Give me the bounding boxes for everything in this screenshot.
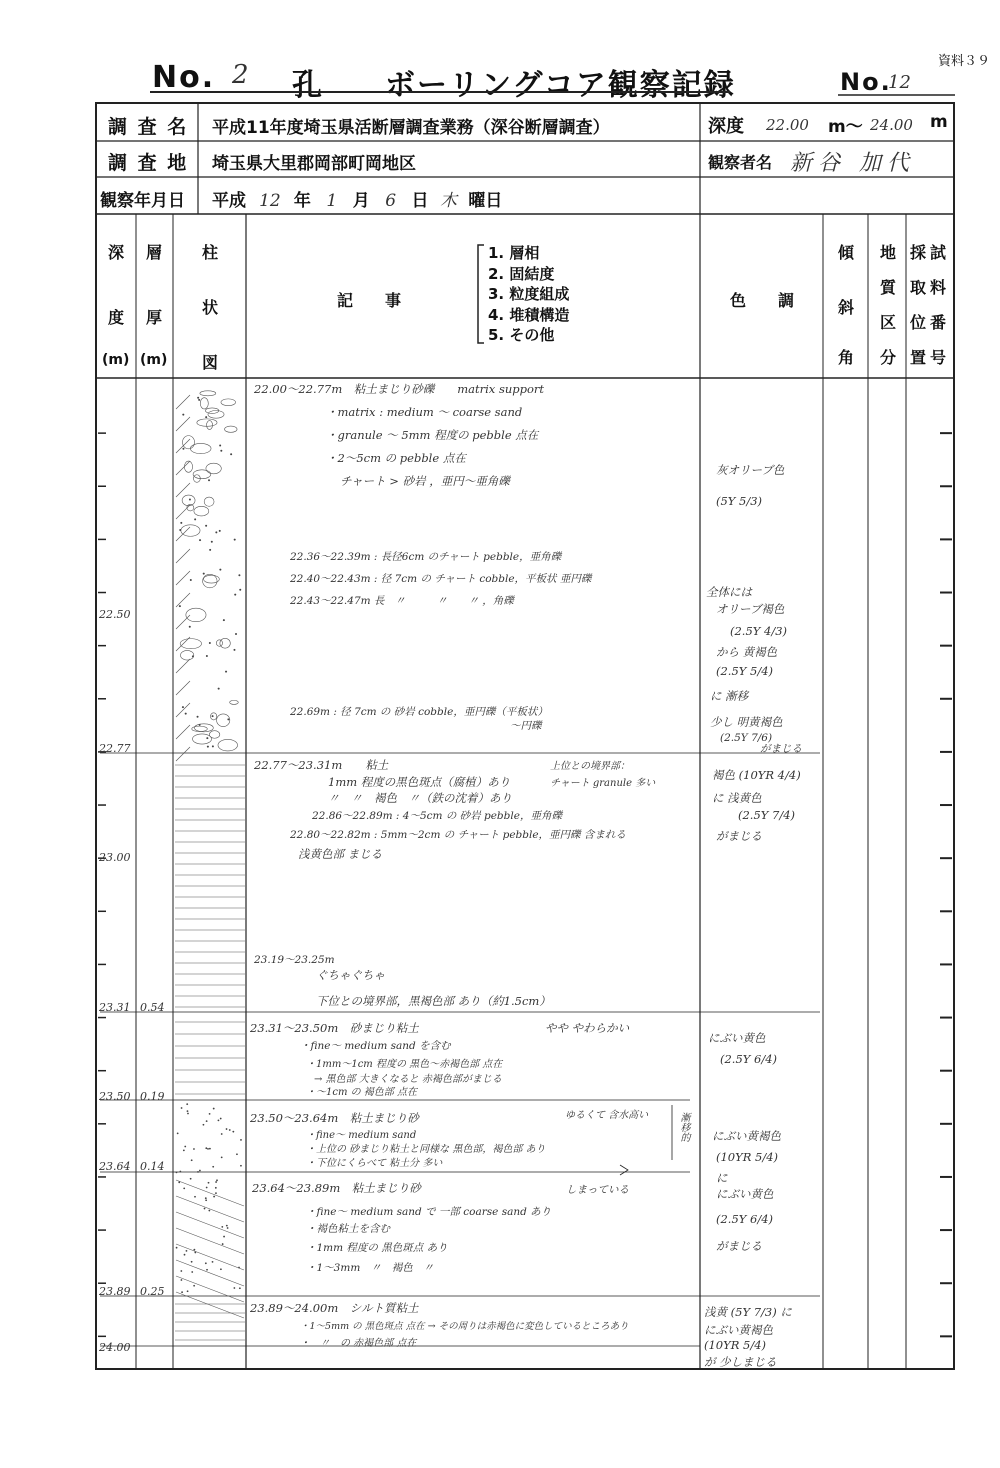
color-line: オリーブ褐色 xyxy=(716,602,785,616)
sand-dot xyxy=(191,1261,193,1263)
description-line: 下位との境界部，黒褐色部 あり（約1.5cm） xyxy=(316,994,551,1008)
col-color: 色 調 xyxy=(730,291,795,310)
sand-dot xyxy=(234,539,236,541)
sand-dot xyxy=(206,1269,208,1271)
depth-mark: 22.77 xyxy=(99,742,131,755)
description-line: 〜円礫 xyxy=(510,720,542,732)
sand-dot xyxy=(204,1208,206,1210)
sand-dot xyxy=(213,1108,215,1110)
sand-dot xyxy=(176,1171,178,1173)
sand-dot xyxy=(185,713,187,715)
gravel-hatch xyxy=(176,637,190,651)
sand-dot xyxy=(193,1148,195,1150)
pebble xyxy=(221,399,236,406)
thickness-mark: 0.14 xyxy=(140,1160,165,1173)
sand-dot xyxy=(219,444,221,446)
color-line: に 浅黄色 xyxy=(712,791,762,805)
sand-dot xyxy=(189,626,191,628)
sand-dot xyxy=(218,1120,220,1122)
description-line: 上位との境界部： xyxy=(550,761,630,772)
col-geo-2: 質 xyxy=(880,278,897,297)
description-line: ゆるくて 含水高い xyxy=(565,1110,649,1121)
col-chart-2: 状 xyxy=(202,298,219,317)
sand-dot xyxy=(220,1118,222,1120)
pebble xyxy=(200,391,216,396)
sand-dot xyxy=(220,1268,222,1270)
pebble xyxy=(193,470,211,479)
gravel-hatch xyxy=(176,527,190,541)
color-line: がまじる xyxy=(760,743,802,755)
sand-dot xyxy=(212,1166,214,1168)
sand-dot xyxy=(221,1156,223,1158)
sand-dot xyxy=(206,1120,208,1122)
sand-dot xyxy=(240,1139,242,1141)
gravel-hatch xyxy=(176,571,190,585)
sand-dot xyxy=(206,1187,208,1189)
col-geo-3: 区 xyxy=(880,313,897,332)
sand-dot xyxy=(215,1187,217,1189)
col-depth-2: 度 xyxy=(108,308,125,327)
sand-dot xyxy=(233,649,235,651)
color-line: に 漸移 xyxy=(710,689,749,703)
color-line: (5Y 5/3) xyxy=(716,494,763,508)
thickness-mark: 0.25 xyxy=(140,1285,165,1298)
sand-dot xyxy=(203,1124,205,1126)
sand-dot xyxy=(197,716,199,718)
col-sample-a-3: 位 xyxy=(910,313,927,332)
col-thick-3: (m) xyxy=(140,352,168,368)
gravel-hatch xyxy=(176,439,190,453)
hole-no-label: No. xyxy=(152,60,216,95)
pebble xyxy=(181,650,194,660)
depth-to-unit: m xyxy=(930,112,948,132)
color-line: にぶい黄色 xyxy=(708,1031,766,1045)
description-line: ・〜1cm の 褐色部 点在 xyxy=(306,1087,417,1098)
description-line: ・下位にくらべて 粘土分 多い xyxy=(306,1158,443,1169)
pebble xyxy=(217,714,230,727)
depth-from-unit: m〜 xyxy=(828,117,863,137)
description-line: 22.00〜22.77m 粘土まじり砂礫 matrix support xyxy=(254,382,545,396)
description-line: 22.77〜23.31m 粘土 xyxy=(254,758,389,772)
pebble xyxy=(204,497,214,506)
gravel-hatch xyxy=(176,725,190,739)
sand-dot xyxy=(190,579,192,581)
gravel-hatch xyxy=(176,703,190,717)
sand-dot xyxy=(199,1170,201,1172)
sand-dot xyxy=(239,1287,241,1289)
description-line: 1mm 程度の黒色斑点（腐植）あり xyxy=(328,775,511,789)
color-line: (2.5Y 7/6) xyxy=(720,732,773,744)
description-line: 漸移的 xyxy=(678,1112,689,1142)
sand-dot xyxy=(212,745,214,747)
sand-hatch xyxy=(176,1212,244,1238)
sand-hatch xyxy=(176,1260,244,1286)
color-line: 灰オリーブ色 xyxy=(716,463,785,477)
sand-dot xyxy=(187,1113,189,1115)
pebble xyxy=(218,739,238,751)
sand-dot xyxy=(208,479,210,481)
color-line: にぶい黄褐色 xyxy=(704,1323,773,1337)
sand-hatch xyxy=(176,1276,244,1302)
sand-dot xyxy=(206,655,208,657)
col-geo-4: 分 xyxy=(880,348,897,367)
survey-name-label: 調 査 名 xyxy=(108,116,189,138)
sand-dot xyxy=(183,1149,185,1151)
col-thick-2: 厚 xyxy=(146,308,163,327)
col-chart-1: 柱 xyxy=(202,243,219,262)
pebble xyxy=(183,436,195,449)
description-line: ・granule 〜 5mm 程度の pebble 点在 xyxy=(326,428,539,442)
gravel-hatch xyxy=(176,549,190,563)
site-label: 調 査 地 xyxy=(108,152,189,174)
description-line: やや やわらかい xyxy=(545,1021,630,1035)
sand-dot xyxy=(212,715,214,717)
date-year: 12 xyxy=(259,191,281,211)
sand-dot xyxy=(236,1153,238,1155)
col-dip-3: 角 xyxy=(838,348,855,367)
color-line: (2.5Y 7/4) xyxy=(738,808,796,822)
date-weekday-label: 曜日 xyxy=(468,191,503,211)
gravel-hatch xyxy=(176,747,190,761)
description-line: → 黒色部 大きくなると 赤褐色部がまじる xyxy=(314,1074,502,1085)
item-structure: 4. 堆積構造 xyxy=(488,305,570,324)
pebble xyxy=(194,724,213,732)
description-items xyxy=(488,243,569,346)
col-dip-2: 斜 xyxy=(838,298,855,317)
gravel-hatch xyxy=(176,681,190,695)
date-year-label: 年 xyxy=(293,191,311,211)
description-line: ・1mm 程度の 黒色斑点 あり xyxy=(306,1242,448,1254)
color-line: 少し 明黄褐色 xyxy=(710,715,783,729)
description-line: チャート granule 多い xyxy=(550,778,656,789)
description-line: チャート > 砂岩 ，亜円〜亜角礫 xyxy=(340,474,510,488)
color-line: (2.5Y 6/4) xyxy=(716,1212,774,1226)
sand-dot xyxy=(207,746,209,748)
color-line: (2.5Y 6/4) xyxy=(720,1052,778,1066)
gravel-hatch xyxy=(176,615,190,629)
description-line: 22.36〜22.39m : 長径6cm のチャート pebble，亜角礫 xyxy=(290,551,562,563)
color-line: 褐色 (10YR 4/4) xyxy=(712,768,801,782)
sand-dot xyxy=(180,1270,182,1272)
description-line: 23.64〜23.89m 粘土まじり砂 xyxy=(252,1181,421,1195)
description-line: 22.69m : 径 7cm の 砂岩 cobble，亜円礫（平板状） xyxy=(290,706,548,718)
description-line: 22.86〜22.89m : 4〜5cm の 砂岩 pebble，亜角礫 xyxy=(312,810,562,822)
sand-dot xyxy=(182,448,184,450)
description-line: ・上位の 砂まじり粘土と同様な 黒色部，褐色部 あり xyxy=(306,1144,546,1155)
sand-dot xyxy=(182,706,184,708)
item-grain-size: 3. 粒度組成 xyxy=(488,285,570,303)
sand-dot xyxy=(191,1271,193,1273)
sand-dot xyxy=(189,498,191,500)
pebble xyxy=(225,426,237,432)
sand-dot xyxy=(225,671,227,673)
color-line: がまじる xyxy=(716,829,762,843)
description-line: 浅黄色部 まじる xyxy=(298,847,383,861)
sand-dot xyxy=(187,1110,189,1112)
pebble xyxy=(190,443,211,453)
color-line: にぶい黄褐色 xyxy=(712,1129,781,1143)
sand-dot xyxy=(203,573,205,575)
item-other: 5. その他 xyxy=(488,326,555,344)
sand-dot xyxy=(194,1196,196,1198)
sand-dot xyxy=(209,549,211,551)
date-day-label: 日 xyxy=(411,191,429,211)
sand-dot xyxy=(182,414,184,416)
description-line: ぐちゃぐちゃ xyxy=(316,968,385,982)
color-line: (10YR 5/4) xyxy=(716,1150,779,1164)
sand-dot xyxy=(181,1291,183,1293)
pebble xyxy=(200,398,208,409)
gravel-hatch xyxy=(176,593,190,607)
sand-dot xyxy=(176,1247,178,1249)
description-line: ・ 〃 の 赤褐色部 点在 xyxy=(300,1338,417,1349)
description-line: 23.31〜23.50m 砂まじり粘土 xyxy=(250,1021,419,1035)
pebble xyxy=(220,638,230,648)
description-line: しまっている xyxy=(566,1184,629,1196)
sheet-number: 12 xyxy=(888,72,911,93)
depth-mark: 23.89 xyxy=(99,1285,131,1298)
sand-dot xyxy=(209,642,211,644)
description-line: ・fine〜 medium sand xyxy=(306,1130,417,1141)
col-thick-1: 層 xyxy=(146,243,163,262)
pebble xyxy=(193,734,212,744)
color-line: 全体には xyxy=(706,585,752,599)
color-line: (2.5Y 4/3) xyxy=(730,624,788,638)
depth-to: 24.00 xyxy=(870,116,913,134)
col-description: 記 事 xyxy=(337,291,402,310)
date-month: 1 xyxy=(326,191,338,211)
sand-dot xyxy=(198,399,200,401)
sand-dot xyxy=(184,1146,186,1148)
color-line: 浅黄 (5Y 7/3) に xyxy=(704,1305,792,1319)
col-depth-3: (m) xyxy=(102,352,130,368)
sand-dot xyxy=(207,1148,209,1150)
sand-dot xyxy=(199,539,201,541)
description-line: ・褐色粘土を含む xyxy=(306,1223,390,1235)
survey-name: 平成11年度埼玉県活断層調査業務（深谷断層調査） xyxy=(212,118,610,138)
col-geo-1: 地 xyxy=(880,243,897,262)
sand-dot xyxy=(216,1179,218,1181)
depth-mark: 22.50 xyxy=(99,608,131,621)
sand-dot xyxy=(219,530,221,532)
description-line: 23.19〜23.25m xyxy=(254,954,335,966)
depth-mark: 23.31 xyxy=(99,1001,131,1014)
col-sample-a-2: 取 xyxy=(910,278,927,297)
color-line: がまじる xyxy=(716,1239,762,1253)
sand-hatch xyxy=(176,1196,244,1222)
gravel-hatch xyxy=(176,659,190,673)
description-line: ・2〜5cm の pebble 点在 xyxy=(326,451,466,465)
description-line: 22.43〜22.47m 長 〃 〃 〃 ，角礫 xyxy=(290,595,514,607)
sand-dot xyxy=(180,522,182,524)
sand-dot xyxy=(208,1182,210,1184)
gravel-hatch xyxy=(176,505,190,519)
sand-dot xyxy=(206,737,208,739)
sand-dot xyxy=(221,1226,223,1228)
sand-dot xyxy=(191,1159,193,1161)
sand-dot xyxy=(239,589,241,591)
pebble xyxy=(192,726,208,731)
observer-name: 新谷 加代 xyxy=(790,151,915,176)
sand-dot xyxy=(186,1103,188,1105)
date-weekday: 木 xyxy=(439,191,457,211)
description-line: ・1〜5mm の 黒色斑点 点在 → その周りは赤褐色に変色しているところあり xyxy=(300,1321,629,1332)
pebble xyxy=(194,506,209,516)
sand-dot xyxy=(227,718,229,720)
sand-dot xyxy=(215,531,217,533)
observation-date xyxy=(212,186,502,211)
date-day: 6 xyxy=(385,191,397,211)
sand-hatch xyxy=(176,1180,244,1206)
item-consolidation: 2. 固結度 xyxy=(488,264,555,283)
sand-dot xyxy=(197,397,199,399)
pebble xyxy=(181,525,200,536)
description-line: 22.40〜22.43m : 径 7cm の チャート cobble，平板状 亜円礫 xyxy=(290,573,592,585)
sand-dot xyxy=(226,1128,228,1130)
col-sample-b-1: 試 xyxy=(930,243,947,262)
sand-dot xyxy=(221,1133,223,1135)
sand-dot xyxy=(194,518,196,520)
description-line: 23.50〜23.64m 粘土まじり砂 xyxy=(250,1111,419,1125)
description-line: 23.89〜24.00m シルト質粘土 xyxy=(250,1301,419,1315)
gravel-hatch xyxy=(176,461,190,475)
sand-hatch xyxy=(176,1244,244,1270)
sand-dot xyxy=(177,1132,179,1134)
sand-dot xyxy=(220,450,222,452)
col-sample-a-1: 採 xyxy=(910,243,927,262)
gravel-hatch xyxy=(176,395,190,409)
sand-dot xyxy=(209,1148,211,1150)
col-sample-b-4: 号 xyxy=(930,348,947,367)
color-line: (2.5Y 5/4) xyxy=(716,664,774,678)
col-depth-1: 深 xyxy=(108,243,125,262)
sand-dot xyxy=(233,1287,235,1289)
sand-dot xyxy=(234,594,236,596)
observer-label: 観察者名 xyxy=(708,153,773,172)
color-line: から 黄褐色 xyxy=(716,645,778,659)
date-label: 観察年月日 xyxy=(100,191,185,211)
sand-dot xyxy=(183,1188,185,1190)
description-line: 22.80〜22.82m : 5mm〜2cm の チャート pebble，亜円礫 含まれる xyxy=(290,829,626,841)
sand-dot xyxy=(235,633,237,635)
hole-number: 2 xyxy=(232,60,249,90)
thickness-mark: 0.54 xyxy=(140,1001,165,1014)
thickness-mark: 0.19 xyxy=(140,1090,165,1103)
depth-mark: 23.00 xyxy=(99,851,131,864)
gravel-hatch xyxy=(176,417,190,431)
description-line: ・matrix : medium 〜 coarse sand xyxy=(326,405,523,419)
sand-dot xyxy=(205,1147,207,1149)
sand-dot xyxy=(223,619,225,621)
sand-dot xyxy=(193,1249,195,1251)
col-sample-b-3: 番 xyxy=(930,313,947,332)
site-name: 埼玉県大里郡岡部町岡地区 xyxy=(212,154,416,174)
date-month-label: 月 xyxy=(352,191,370,211)
sand-dot xyxy=(211,541,213,543)
description-line: ・1〜3mm 〃 褐色 〃 xyxy=(306,1262,434,1274)
sand-dot xyxy=(179,1171,181,1173)
sand-dot xyxy=(222,1243,224,1245)
color-line: に xyxy=(716,1171,728,1185)
sand-dot xyxy=(229,1129,231,1131)
description-line: 〃 〃 褐色 〃（鉄の沈着）あり xyxy=(328,791,512,805)
sheet-no-label: No. xyxy=(840,68,892,96)
item-facies: 1. 層相 xyxy=(488,244,540,262)
hole-suffix: 孔 xyxy=(292,68,324,103)
color-line: が 少しまじる xyxy=(704,1355,777,1369)
sand-dot xyxy=(226,1225,228,1227)
page-title: ボーリングコア観察記録 xyxy=(385,68,736,103)
sand-dot xyxy=(184,1254,186,1256)
sand-dot xyxy=(215,1192,217,1194)
pebble xyxy=(206,463,221,474)
sand-dot xyxy=(215,1181,217,1183)
pebble xyxy=(182,495,195,506)
sand-dot xyxy=(205,525,207,527)
pebble xyxy=(186,608,206,621)
sand-dot xyxy=(227,1227,229,1229)
sand-dot xyxy=(213,1196,215,1198)
sand-dot xyxy=(187,1290,189,1292)
depth-mark: 23.64 xyxy=(99,1160,131,1173)
date-era: 平成 xyxy=(212,191,246,211)
pebble xyxy=(230,700,239,704)
sand-dot xyxy=(197,1171,199,1173)
description-line: ・1mm〜1cm 程度の 黒色〜赤褐色部 点在 xyxy=(306,1059,503,1070)
sand-dot xyxy=(205,416,207,418)
document-reference: 資料３９ xyxy=(938,54,991,69)
col-dip-1: 傾 xyxy=(838,243,855,262)
description-line: ・fine〜 medium sand で 一部 coarse sand あり xyxy=(306,1206,552,1218)
color-line: (10YR 5/4) xyxy=(704,1338,767,1352)
color-line: にぶい黄色 xyxy=(716,1187,774,1201)
depth-from: 22.00 xyxy=(766,116,809,134)
sand-dot xyxy=(205,1199,207,1201)
sand-dot xyxy=(179,605,181,607)
sand-dot xyxy=(232,1131,234,1133)
sand-dot xyxy=(181,1107,183,1109)
pebble xyxy=(210,713,216,720)
col-chart-3: 図 xyxy=(202,353,219,372)
pebble xyxy=(208,410,224,418)
sand-dot xyxy=(223,1236,225,1238)
sand-dot xyxy=(181,1279,183,1281)
sand-dot xyxy=(218,688,220,690)
sand-dot xyxy=(219,569,221,571)
pebble xyxy=(216,640,222,646)
sand-dot xyxy=(208,1210,210,1212)
sand-dot xyxy=(230,453,232,455)
sand-dot xyxy=(209,1113,211,1115)
sand-dot xyxy=(205,1262,207,1264)
sand-dot xyxy=(238,574,240,576)
sand-dot xyxy=(193,1285,195,1287)
col-sample-b-2: 料 xyxy=(930,278,947,297)
sand-dot xyxy=(205,1197,207,1199)
depth-mark: 24.00 xyxy=(99,1341,131,1354)
pebble xyxy=(207,421,213,430)
sand-dot xyxy=(212,1261,214,1263)
col-sample-a-4: 置 xyxy=(910,348,927,367)
description-line: ・fine〜 medium sand を含む xyxy=(300,1040,451,1052)
sand-dot xyxy=(240,1165,242,1167)
sand-dot xyxy=(186,1250,188,1252)
depth-label: 深度 xyxy=(708,116,744,137)
depth-mark: 23.50 xyxy=(99,1090,131,1103)
sand-dot xyxy=(190,1178,192,1180)
